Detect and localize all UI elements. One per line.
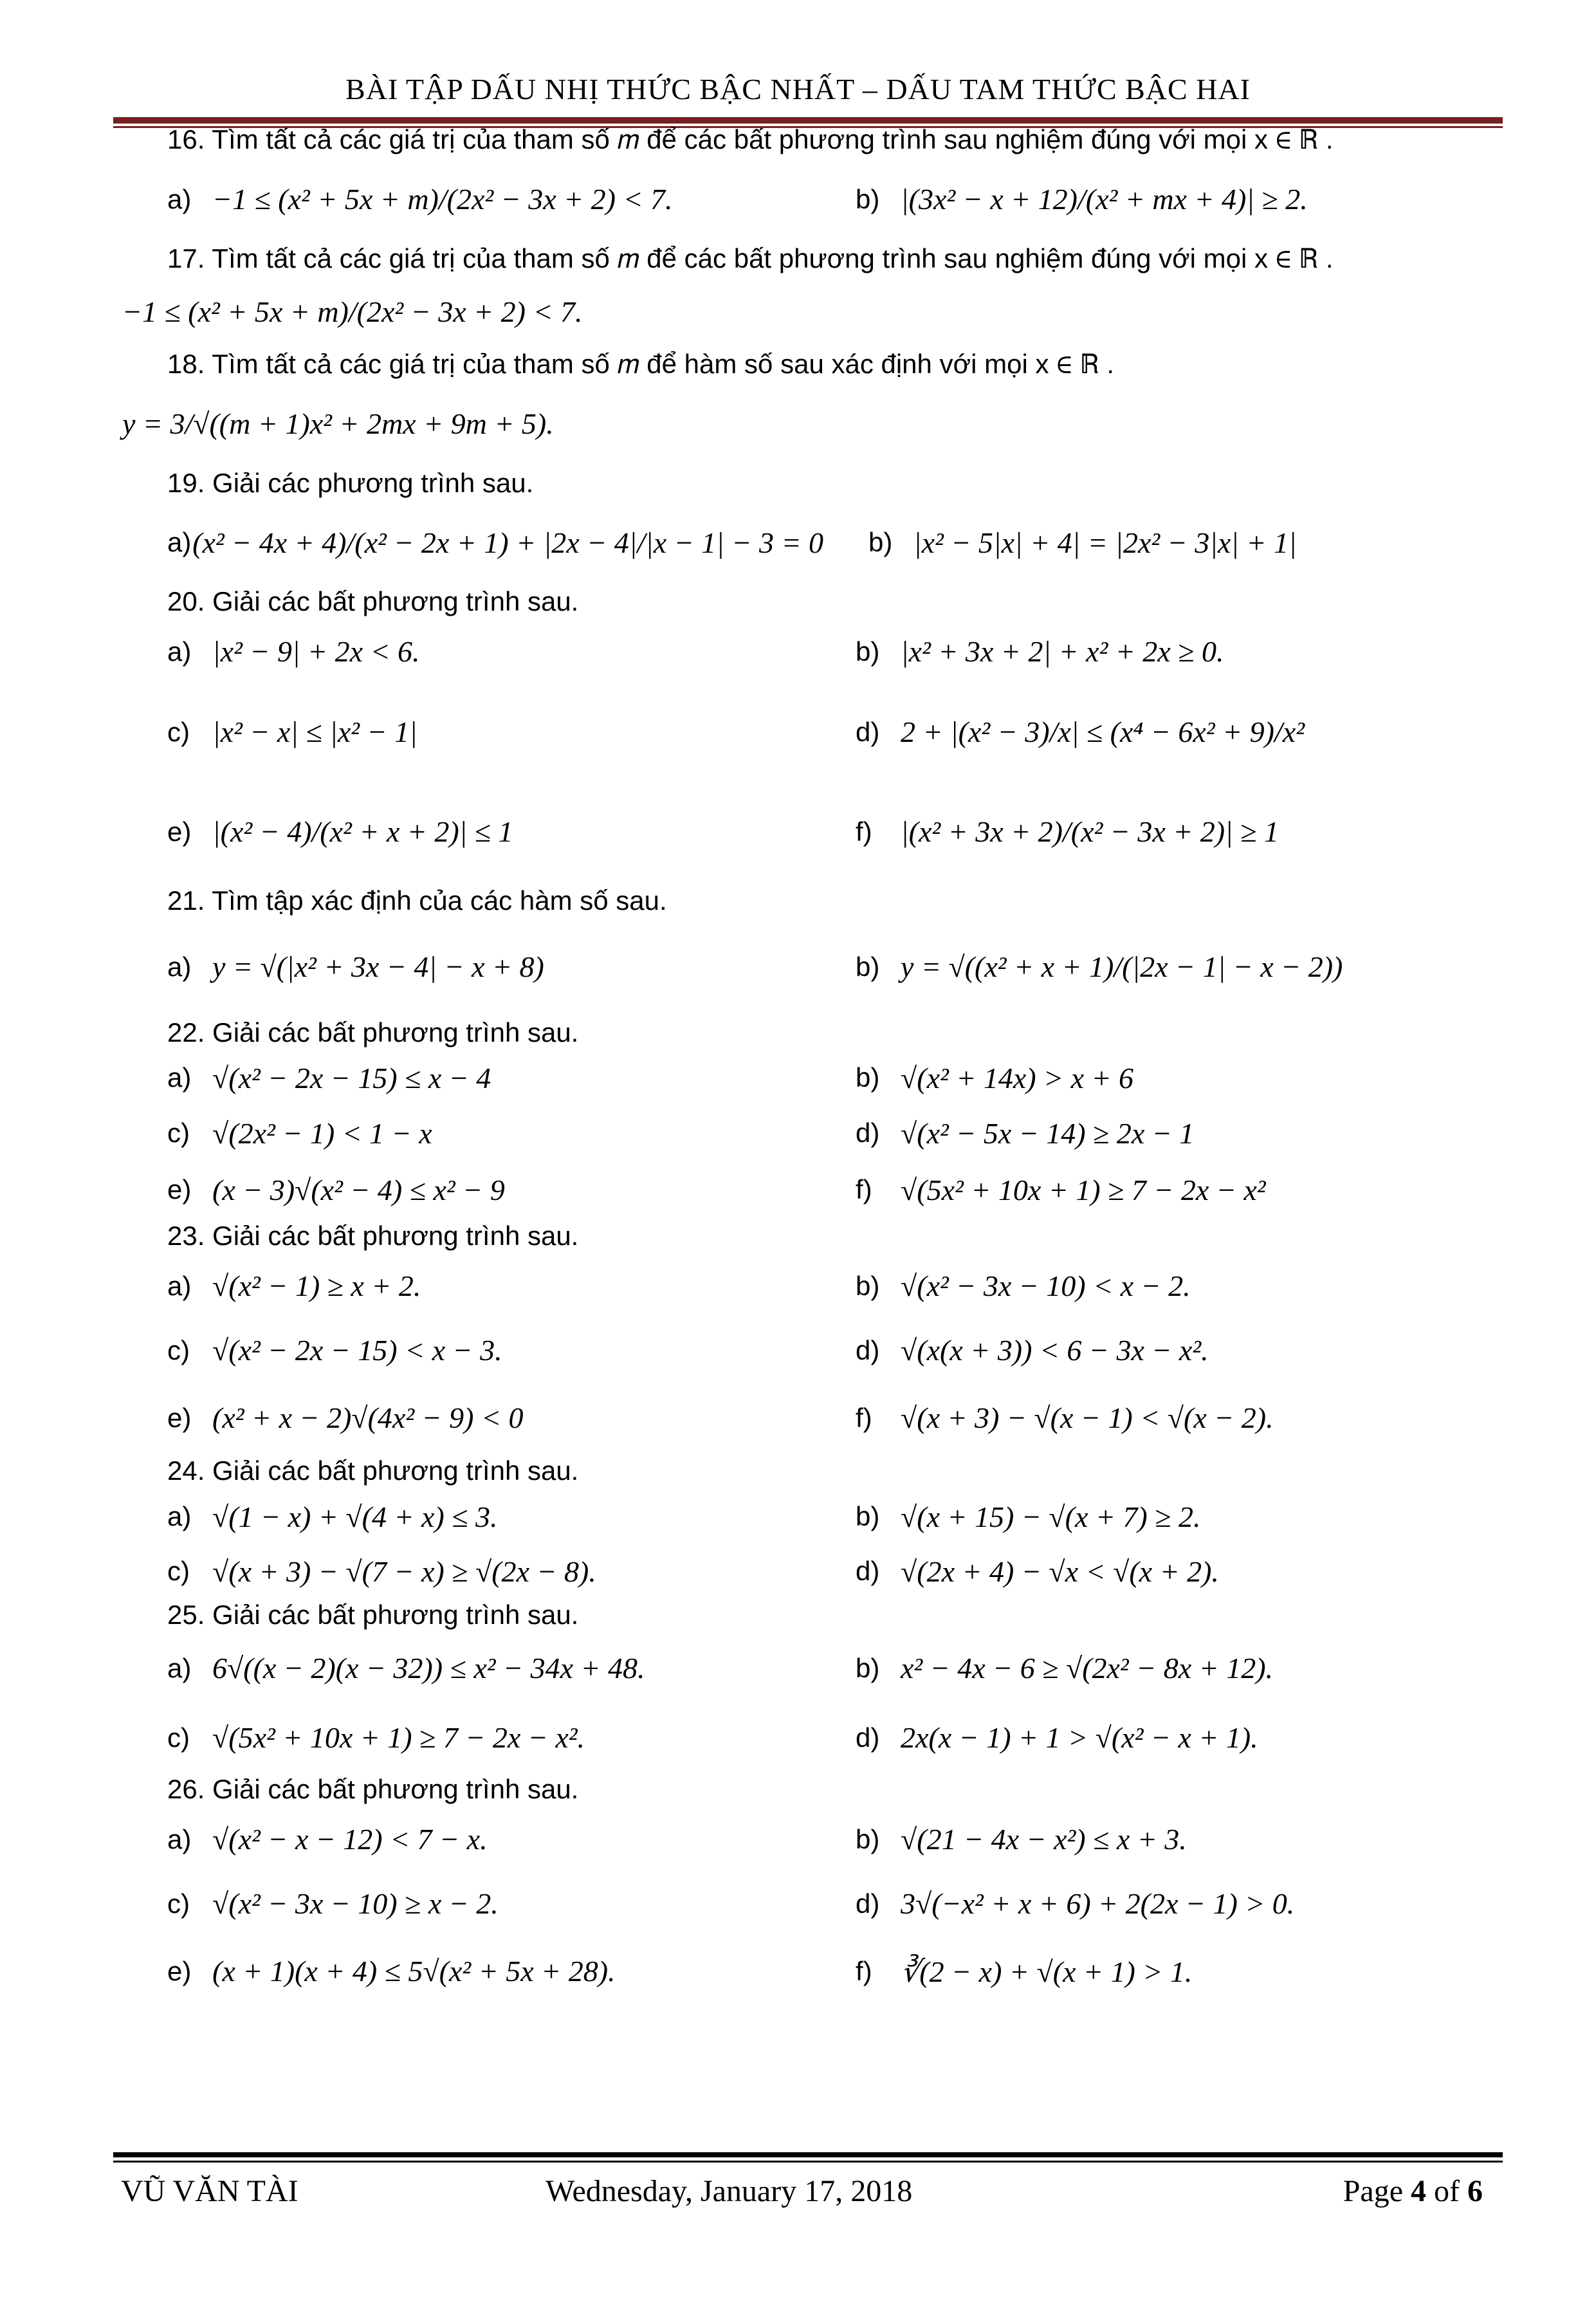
item-label: e) [167, 1955, 192, 1986]
math-expression: −1 ≤ (x² + 5x + m)/(2x² − 3x + 2) < 7. [212, 183, 673, 216]
problem-25-row-2 [122, 1704, 1499, 1772]
math-expression: |(x² − 4)/(x² + x + 2)| ≤ 1 [212, 815, 513, 849]
footer-rule [113, 2152, 1503, 2157]
problem-25-title: 25. Giải các bất phương trình sau. [167, 1600, 579, 1630]
math-expression: √(x² − 2x − 15) ≤ x − 4 [212, 1061, 491, 1094]
page-of: of [1434, 2174, 1460, 2208]
problem-22-row-2 [122, 1105, 1499, 1161]
math-expression: √(x(x + 3)) < 6 − 3x − x². [901, 1334, 1209, 1367]
item-label: b) [856, 636, 880, 667]
problem-16-items [122, 158, 1499, 241]
problem-17-body [122, 276, 1499, 347]
problem-26-title: 26. Giải các bất phương trình sau. [167, 1773, 579, 1804]
item-label: a) [167, 1270, 192, 1301]
problem-23-row-3 [122, 1383, 1499, 1453]
item-label: d) [856, 1334, 880, 1365]
math-expression: |x² − x| ≤ |x² − 1| [212, 715, 417, 749]
problem-22-row-3 [122, 1161, 1499, 1219]
math-expression: |(3x² − x + 12)/(x² + mx + 4)| ≥ 2. [901, 183, 1308, 216]
item-label: e) [167, 1174, 192, 1205]
item-label: b) [856, 1652, 880, 1683]
item-label: a) [167, 183, 192, 214]
problem-22-title: 22. Giải các bất phương trình sau. [167, 1017, 579, 1047]
item-label: f) [856, 1402, 872, 1433]
item-label: c) [167, 716, 190, 747]
math-expression: √(x² − 1) ≥ x + 2. [212, 1269, 421, 1303]
problem-24-row-2 [122, 1545, 1499, 1598]
math-expression: √(2x² − 1) < 1 − x [212, 1116, 432, 1150]
item-label: a) [167, 527, 192, 558]
math-expression: √(5x² + 10x + 1) ≥ 7 − 2x − x². [212, 1721, 585, 1755]
page-total: 6 [1467, 2174, 1483, 2208]
item-label: c) [167, 1118, 190, 1148]
problem-26-row-3 [122, 1936, 1499, 2007]
problem-25-row-1 [122, 1633, 1499, 1704]
footer-page-number [1343, 2173, 1483, 2209]
math-expression: 2 + |(x² − 3)/x| ≤ (x⁴ − 6x² + 9)/x² [901, 715, 1305, 749]
math-expression: √(x + 15) − √(x + 7) ≥ 2. [901, 1500, 1201, 1533]
math-expression: √(x² − x − 12) < 7 − x. [212, 1823, 488, 1856]
math-expression: √(2x + 4) − √x < √(x + 2). [901, 1554, 1219, 1588]
math-expression: (x² + x − 2)√(4x² − 9) < 0 [212, 1401, 524, 1435]
item-label: b) [868, 527, 893, 558]
footer-author: VŨ VĂN TÀI [121, 2174, 298, 2208]
math-expression: |x² − 9| + 2x < 6. [212, 635, 420, 669]
problem-24-title: 24. Giải các bất phương trình sau. [167, 1455, 579, 1486]
problem-18-body [122, 382, 1499, 466]
math-expression: |(x² + 3x + 2)/(x² − 3x + 2)| ≥ 1 [901, 815, 1280, 849]
problem-16-title: 16. Tìm tất cả các giá trị của tham số 𝑚 để các bất phương trình sau nghiệm đúng với mọi x ∈ ℝ . [167, 124, 1334, 154]
item-label: b) [856, 951, 880, 982]
page-current: 4 [1411, 2174, 1427, 2208]
problem-21-items [122, 919, 1499, 1015]
problem-24-row-1 [122, 1488, 1499, 1545]
item-label: c) [167, 1722, 190, 1753]
item-label: d) [856, 1722, 880, 1753]
exercise-list [122, 122, 1499, 2007]
math-expression: y = √((x² + x + 1)/(|2x − 1| − x − 2)) [901, 950, 1343, 984]
problem-26-row-2 [122, 1872, 1499, 1936]
item-label: a) [167, 636, 192, 667]
item-label: f) [856, 1955, 872, 1986]
item-label: f) [856, 816, 872, 847]
math-expression: y = √(|x² + 3x − 4| − x + 8) [212, 950, 544, 984]
item-label: c) [167, 1888, 190, 1919]
math-expression: |x² − 5|x| + 4| = |2x² − 3|x| + 1| [913, 526, 1297, 559]
item-label: d) [856, 1888, 880, 1919]
math-expression: √(x² − 2x − 15) < x − 3. [212, 1334, 502, 1367]
math-expression: √(x² − 5x − 14) ≥ 2x − 1 [901, 1116, 1195, 1150]
page-header-title: BÀI TẬP DẤU NHỊ THỨC BẬC NHẤT – DẤU TAM THỨC BẬC HAI [345, 73, 1251, 106]
math-expression: 3√(−x² + x + 6) + 2(2x − 1) > 0. [901, 1887, 1295, 1921]
math-expression: (x + 1)(x + 4) ≤ 5√(x² + 5x + 28). [212, 1955, 616, 1988]
math-expression: √(x² + 14x) > x + 6 [901, 1061, 1134, 1094]
math-expression: 6√((x − 2)(x − 32)) ≤ x² − 34x + 48. [212, 1652, 645, 1685]
page-prefix: Page [1343, 2174, 1404, 2208]
item-label: a) [167, 1062, 192, 1093]
item-label: d) [856, 1556, 880, 1587]
math-expression: x² − 4x − 6 ≥ √(2x² − 8x + 12). [901, 1652, 1274, 1685]
math-expression: √(x² − 3x − 10) < x − 2. [901, 1269, 1191, 1303]
math-expression: (x² − 4x + 4)/(x² − 2x + 1) + |2x − 4|/|x − 1| − 3 = 0 [192, 526, 823, 559]
footer-rule-thin [113, 2161, 1503, 2163]
item-label: b) [856, 1270, 880, 1301]
item-label: e) [167, 1402, 192, 1433]
problem-23-row-2 [122, 1318, 1499, 1383]
item-label: a) [167, 951, 192, 982]
problem-20-row-3 [122, 780, 1499, 883]
item-label: a) [167, 1823, 192, 1854]
problem-26-row-1 [122, 1807, 1499, 1872]
item-label: b) [856, 1062, 880, 1093]
math-expression: √(1 − x) + √(4 + x) ≤ 3. [212, 1500, 498, 1533]
math-expression: √(x + 3) − √(x − 1) < √(x − 2). [901, 1401, 1274, 1435]
math-expression: √(5x² + 10x + 1) ≥ 7 − 2x − x² [901, 1173, 1266, 1206]
math-expression: 2x(x − 1) + 1 > √(x² − x + 1). [901, 1721, 1258, 1755]
math-expression: ∛(2 − x) + √(x + 1) > 1. [901, 1955, 1193, 1988]
problem-18-title: 18. Tìm tất cả các giá trị của tham số 𝑚 để hàm số sau xác định với mọi x ∈ ℝ . [167, 349, 1114, 380]
problem-19-items [122, 501, 1499, 584]
item-label: b) [856, 1823, 880, 1854]
math-expression: (x − 3)√(x² − 4) ≤ x² − 9 [212, 1173, 505, 1206]
problem-20-row-2 [122, 684, 1499, 780]
item-label: d) [856, 1118, 880, 1148]
math-expression: √(x² − 3x − 10) ≥ x − 2. [212, 1887, 499, 1921]
math-expression: |x² + 3x + 2| + x² + 2x ≥ 0. [901, 635, 1224, 669]
item-label: c) [167, 1334, 190, 1365]
problem-20-row-1 [122, 620, 1499, 684]
math-expression: √(x + 3) − √(7 − x) ≥ √(2x − 8). [212, 1554, 596, 1588]
item-label: a) [167, 1501, 192, 1532]
math-expression: −1 ≤ (x² + 5x + m)/(2x² − 3x + 2) < 7. [122, 295, 583, 328]
item-label: b) [856, 1501, 880, 1532]
footer-date: Wednesday, January 17, 2018 [546, 2174, 913, 2208]
problem-22-row-1 [122, 1050, 1499, 1105]
item-label: d) [856, 716, 880, 747]
item-label: e) [167, 816, 192, 847]
problem-17-title: 17. Tìm tất cả các giá trị của tham số 𝑚 để các bất phương trình sau nghiệm đúng với mọi x ∈ ℝ . [167, 243, 1334, 273]
problem-19-title: 19. Giải các phương trình sau. [167, 467, 534, 498]
problem-20-title: 20. Giải các bất phương trình sau. [167, 586, 579, 617]
item-label: a) [167, 1652, 192, 1683]
math-expression: y = 3/√((m + 1)x² + 2mx + 9m + 5). [122, 407, 554, 441]
item-label: f) [856, 1174, 872, 1205]
item-label: c) [167, 1556, 190, 1587]
problem-23-row-1 [122, 1254, 1499, 1318]
math-expression: √(21 − 4x − x²) ≤ x + 3. [901, 1823, 1187, 1856]
problem-21-title: 21. Tìm tập xác định của các hàm số sau. [167, 885, 667, 916]
item-label: b) [856, 183, 880, 214]
problem-23-title: 23. Giải các bất phương trình sau. [167, 1221, 579, 1251]
